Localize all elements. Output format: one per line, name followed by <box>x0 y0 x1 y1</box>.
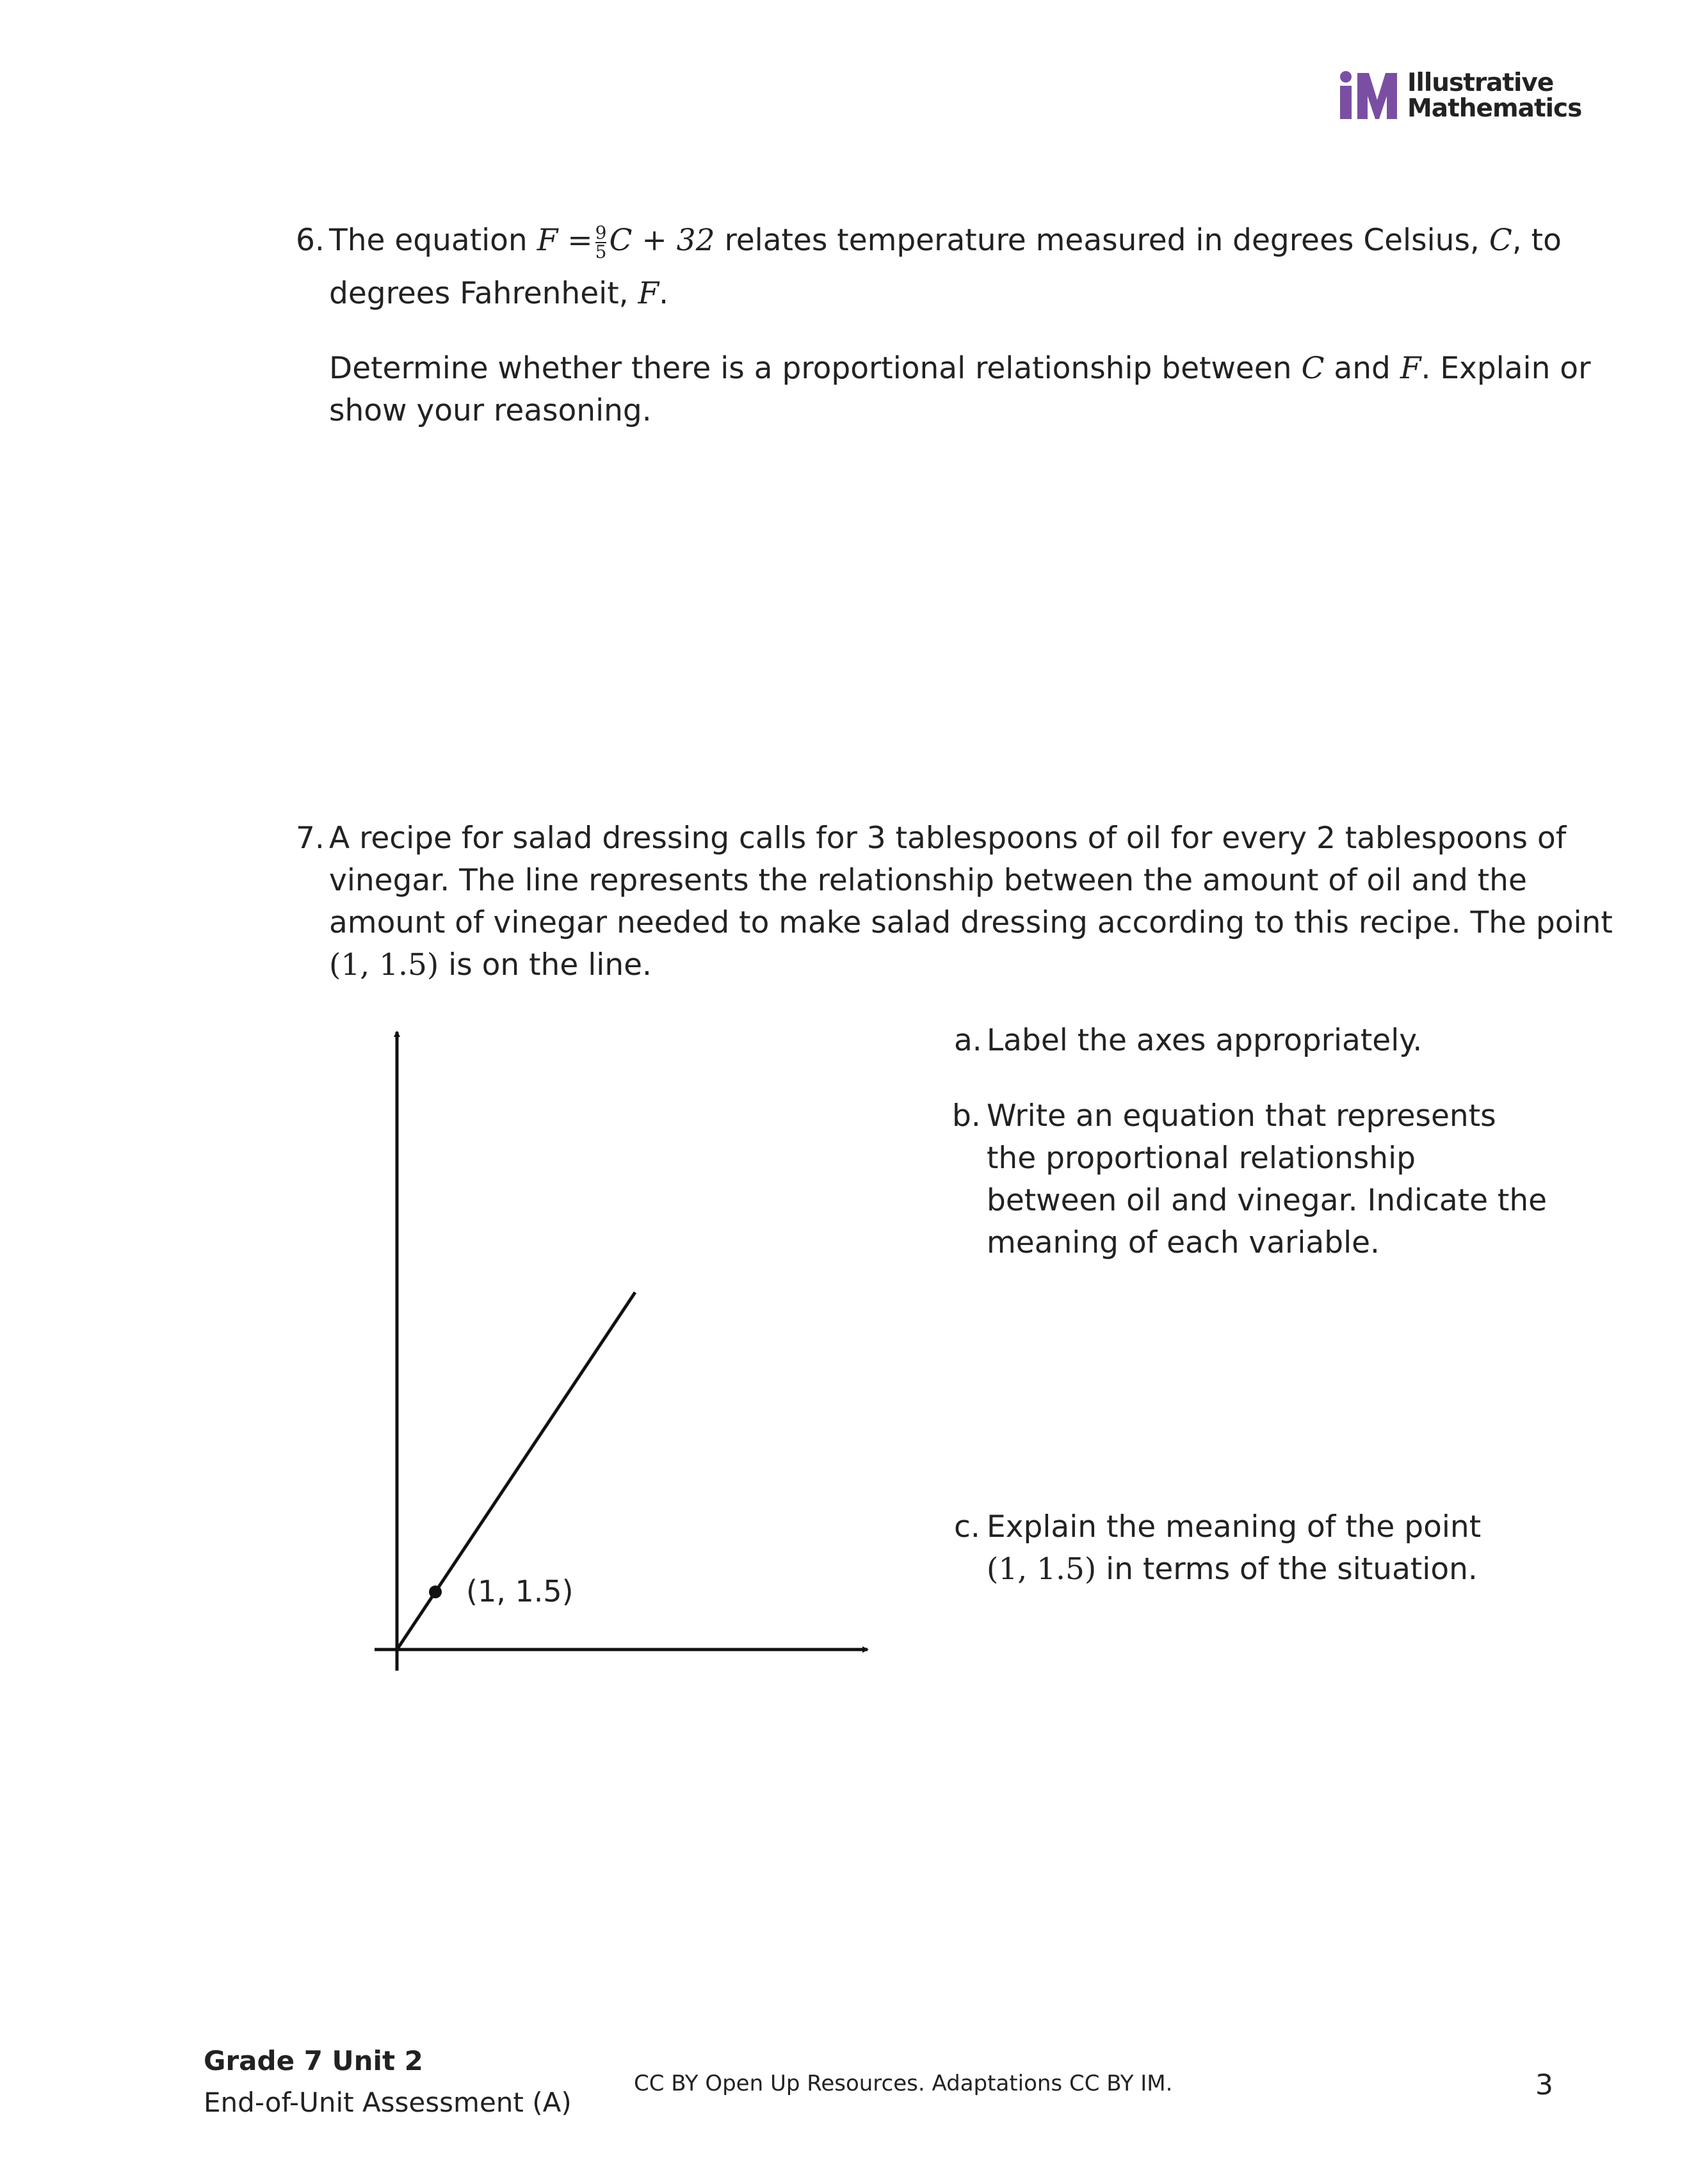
oil-vinegar-graph <box>359 1024 884 1690</box>
logo-line1: Illustrative <box>1407 68 1554 97</box>
q6-var-f: F <box>638 276 659 311</box>
q6-prompt-c: C <box>1301 351 1325 386</box>
q7-point: (1, 1.5) <box>329 947 439 983</box>
q6-period: . <box>659 276 669 311</box>
part-b-line2: the proportional relationship <box>987 1141 1416 1176</box>
part-b-line3: between oil and vinegar. Indicate the <box>987 1183 1547 1218</box>
q6-frac-den: 5 <box>595 241 607 262</box>
point-1-1.5-marker <box>429 1586 442 1598</box>
q6-to: , to <box>1512 223 1562 258</box>
part-a-label: a. <box>954 1023 982 1058</box>
q6-frac-num: 9 <box>595 221 607 243</box>
illustrative-mathematics-logo <box>1337 68 1582 123</box>
part-b-line1: Write an equation that represents <box>987 1098 1496 1134</box>
question-6-line1 <box>329 220 1562 262</box>
question-6-prompt-line2: show your reasoning. <box>329 393 652 428</box>
q6-mid: relates temperature measured in degrees Celsius, <box>724 223 1480 258</box>
part-c-line2 <box>987 1548 1478 1591</box>
footer-subtitle: End-of-Unit Assessment (A) <box>204 2087 572 2118</box>
question-7-line1: A recipe for salad dressing calls for 3 tablespoons of oil for every 2 tablespoons of <box>329 821 1567 856</box>
page-number: 3 <box>1535 2069 1553 2101</box>
q6-line2-text: degrees Fahrenheit, <box>329 276 629 311</box>
q6-fraction <box>595 221 607 262</box>
question-7-number: 7. <box>296 821 325 856</box>
question-6-number: 6. <box>296 223 325 258</box>
question-6-line2 <box>329 273 668 315</box>
q6-eq-rhs: C + 32 <box>609 223 715 258</box>
q6-prompt-and: and <box>1334 351 1391 386</box>
part-a-text: Label the axes appropriately. <box>987 1023 1423 1058</box>
part-c-point: (1, 1.5) <box>987 1552 1097 1587</box>
question-6-prompt-line1 <box>329 348 1590 390</box>
im-logo-icon <box>1337 70 1401 122</box>
question-7-line2: vinegar. The line represents the relationship between the amount of oil and the <box>329 863 1527 898</box>
q6-intro: The equation <box>329 223 528 258</box>
part-b-label: b. <box>952 1098 981 1134</box>
question-7-line3: amount of vinegar needed to make salad dressing according to this recipe. The point <box>329 905 1613 940</box>
q6-var-c: C <box>1489 223 1512 258</box>
point-label: (1, 1.5) <box>466 1574 574 1609</box>
part-c-label: c. <box>954 1509 980 1545</box>
logo-line2: Mathematics <box>1407 94 1582 123</box>
q6-prompt-part1: Determine whether there is a proportional relationship between <box>329 351 1292 386</box>
footer-title: Grade 7 Unit 2 <box>204 2045 423 2076</box>
part-c-line1: Explain the meaning of the point <box>987 1509 1482 1545</box>
q6-prompt-part2: . Explain or <box>1421 351 1591 386</box>
q6-prompt-f: F <box>1400 351 1421 386</box>
question-7-line4 <box>329 944 652 986</box>
footer-license: CC BY Open Up Resources. Adaptations CC BY IM. <box>634 2071 1173 2096</box>
q7-line4-rest: is on the line. <box>448 947 652 983</box>
logo-wordmark <box>1407 70 1581 122</box>
part-c-rest: in terms of the situation. <box>1106 1552 1478 1587</box>
q6-eq-lhs: F = <box>537 223 593 258</box>
part-b-line4: meaning of each variable. <box>987 1225 1380 1260</box>
